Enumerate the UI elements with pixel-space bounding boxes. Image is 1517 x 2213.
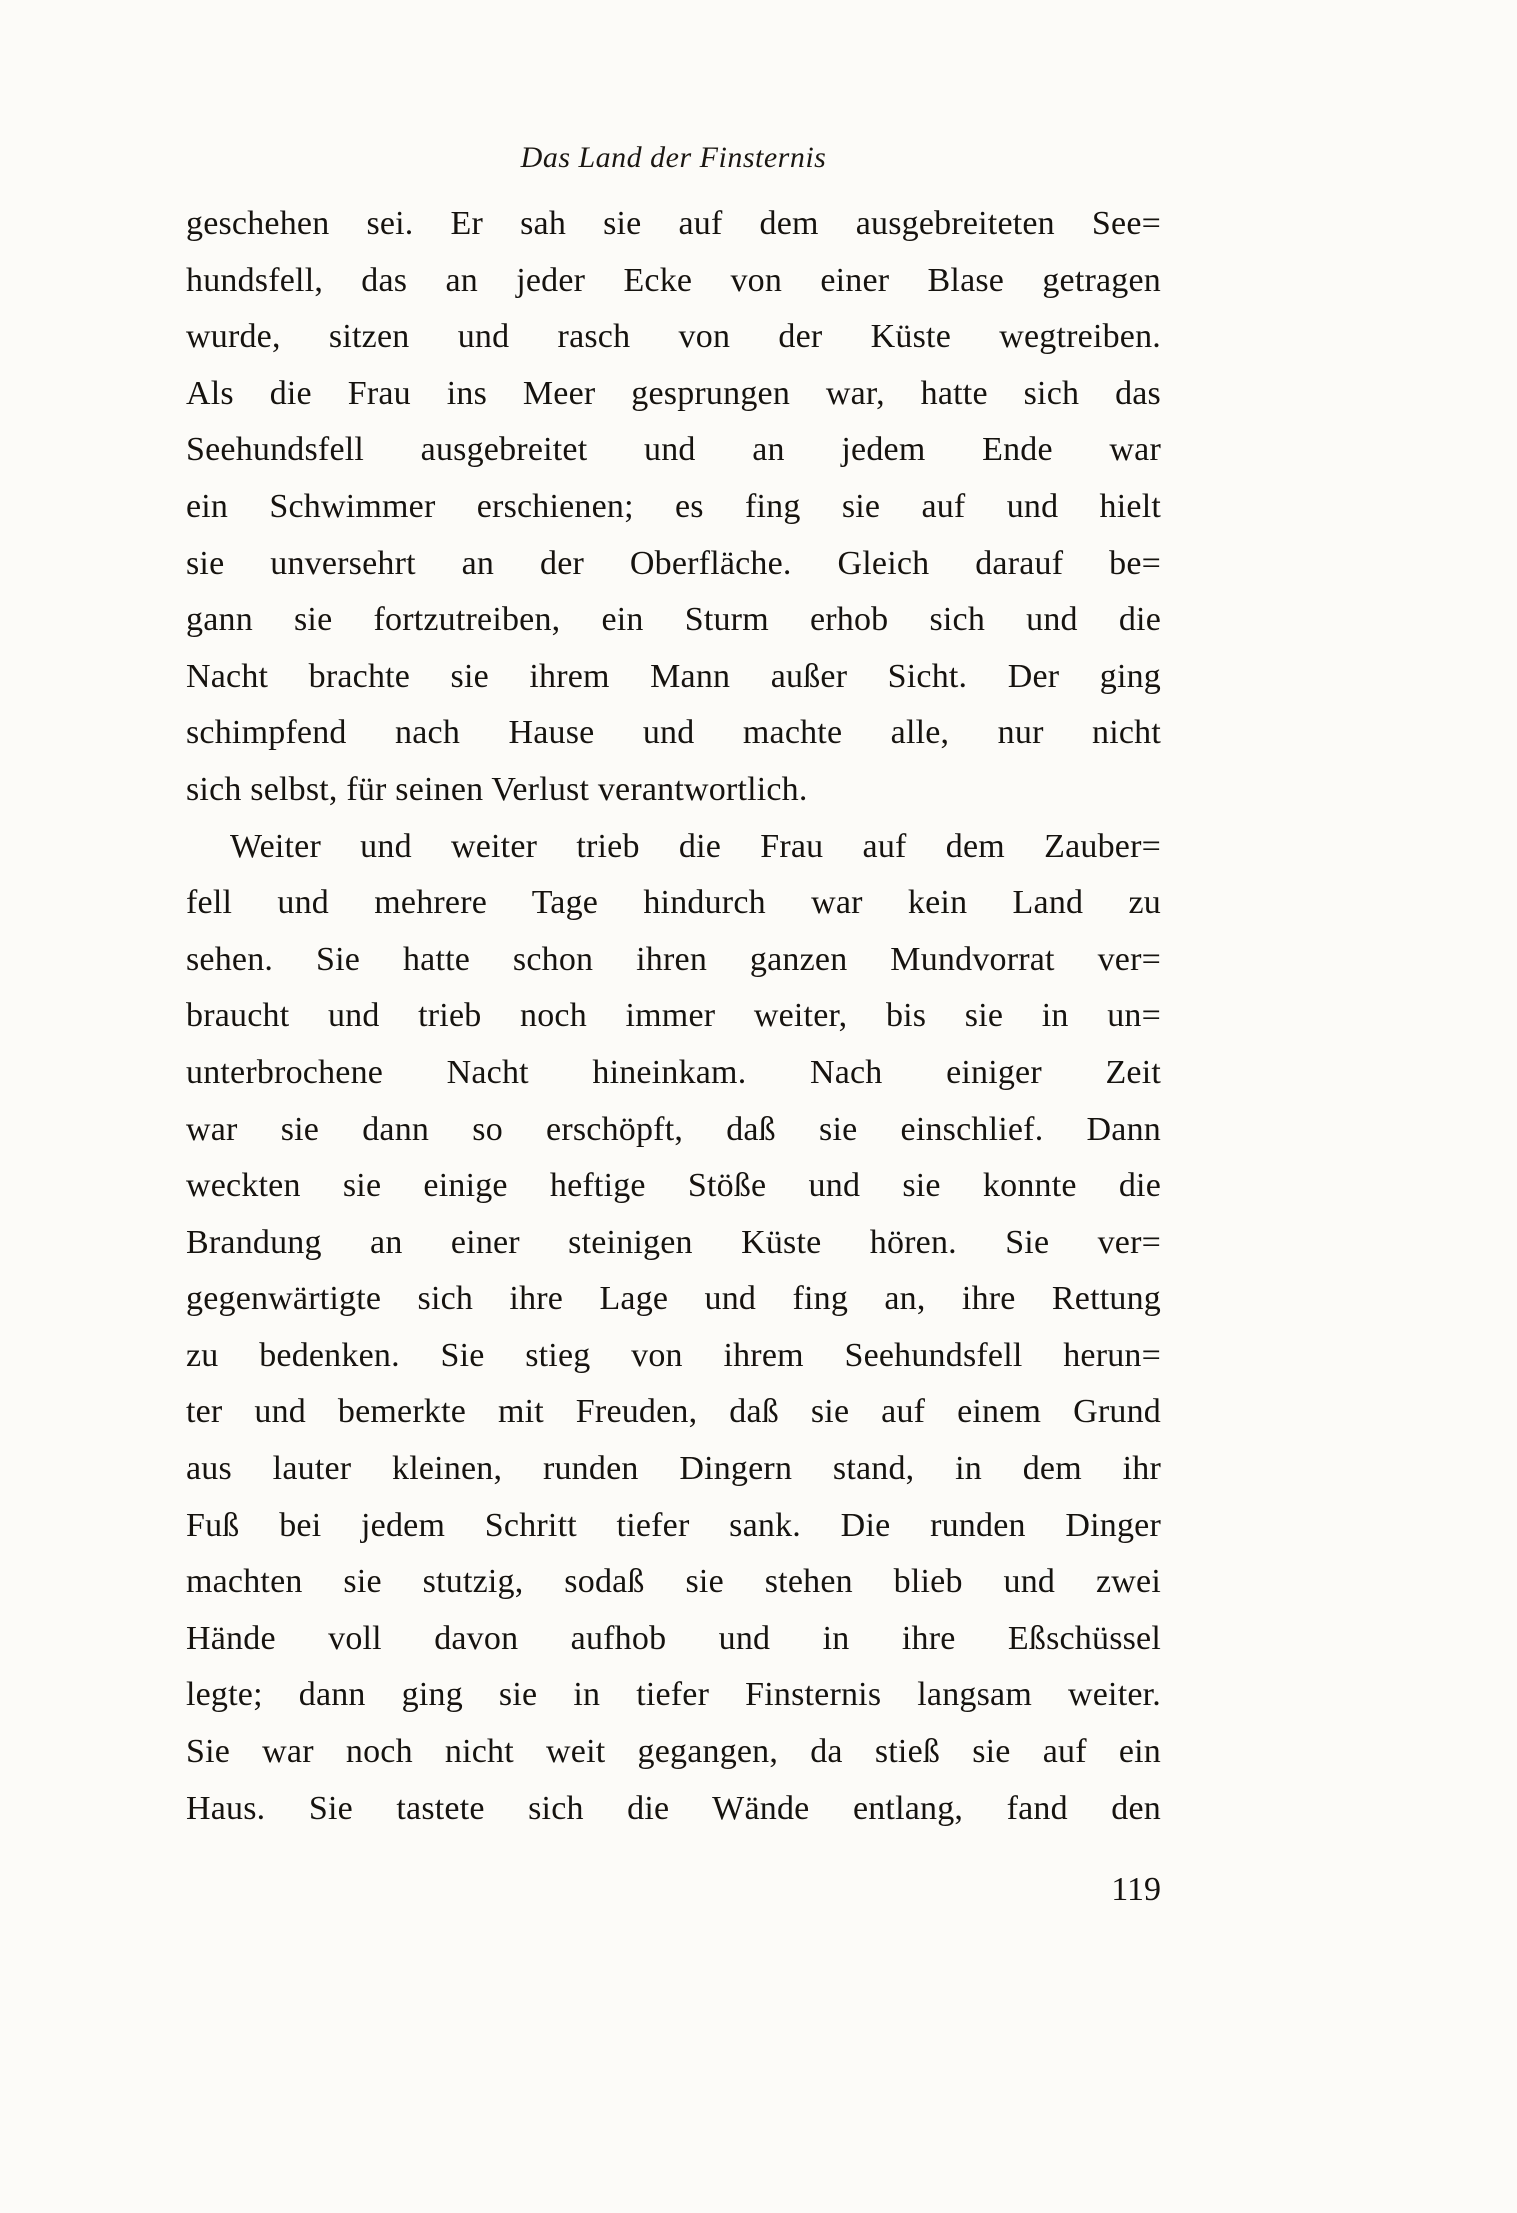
text-line: ein Schwimmer erschienen; es fing sie auf und hielt (186, 487, 1161, 525)
text-line: Sie war noch nicht weit gegangen, da stieß sie auf ein (186, 1733, 1161, 1771)
text-line: sich selbst, für seinen Verlust verantwortlich. (186, 770, 808, 808)
text-line: schimpfend nach Hause und machte alle, nur nicht (186, 714, 1161, 752)
text-line: gann sie fortzutreiben, ein Sturm erhob sich und die (186, 601, 1161, 639)
text-line: fell und mehrere Tage hindurch war kein Land zu (186, 884, 1161, 922)
text-line: sie unversehrt an der Oberfläche. Gleich darauf be= (186, 544, 1161, 582)
text-line: legte; dann ging sie in tiefer Finsternis langsam weiter. (186, 1676, 1161, 1714)
text-line: weckten sie einige heftige Stöße und sie konnte die (186, 1167, 1161, 1205)
text-line: braucht und trieb noch immer weiter, bis sie in un= (186, 997, 1161, 1035)
text-line: Haus. Sie tastete sich die Wände entlang, fand den (186, 1789, 1161, 1827)
text-line: Als die Frau ins Meer gesprungen war, hatte sich das (186, 374, 1161, 412)
text-line: ter und bemerkte mit Freuden, daß sie auf einem Grund (186, 1393, 1161, 1431)
text-line: unterbrochene Nacht hineinkam. Nach einiger Zeit (186, 1053, 1161, 1091)
text-line: Nacht brachte sie ihrem Mann außer Sicht. Der ging (186, 657, 1161, 695)
running-head: Das Land der Finsternis (520, 141, 827, 174)
text-line: Weiter und weiter trieb die Frau auf dem Zauber= (230, 827, 1161, 865)
text-line: machten sie stutzig, sodaß sie stehen blieb und zwei (186, 1563, 1161, 1601)
text-block (186, 138, 1161, 1837)
text-line: sehen. Sie hatte schon ihren ganzen Mundvorrat ver= (186, 940, 1161, 978)
text-line: Brandung an einer steinigen Küste hören. Sie ver= (186, 1223, 1161, 1261)
text-line: aus lauter kleinen, runden Dingern stand, in dem ihr (186, 1450, 1161, 1488)
text-line: Fuß bei jedem Schritt tiefer sank. Die runden Dinger (186, 1506, 1161, 1544)
page-body (186, 196, 1161, 1837)
page-number: 119 (1111, 1871, 1161, 1908)
text-line: geschehen sei. Er sah sie auf dem ausgebreiteten See= (186, 205, 1161, 242)
text-line: Seehundsfell ausgebreitet und an jedem Ende war (186, 431, 1161, 469)
text-line: wurde, sitzen und rasch von der Küste wegtreiben. (186, 318, 1161, 356)
text-line: Hände voll davon aufhob und in ihre Eßschüssel (186, 1619, 1161, 1657)
text-line: gegenwärtigte sich ihre Lage und fing an, ihre Rettung (186, 1280, 1161, 1318)
text-line: hundsfell, das an jeder Ecke von einer Blase getragen (186, 261, 1161, 299)
text-line: war sie dann so erschöpft, daß sie einschlief. Dann (186, 1110, 1161, 1148)
text-line: zu bedenken. Sie stieg von ihrem Seehundsfell herun= (186, 1336, 1161, 1374)
